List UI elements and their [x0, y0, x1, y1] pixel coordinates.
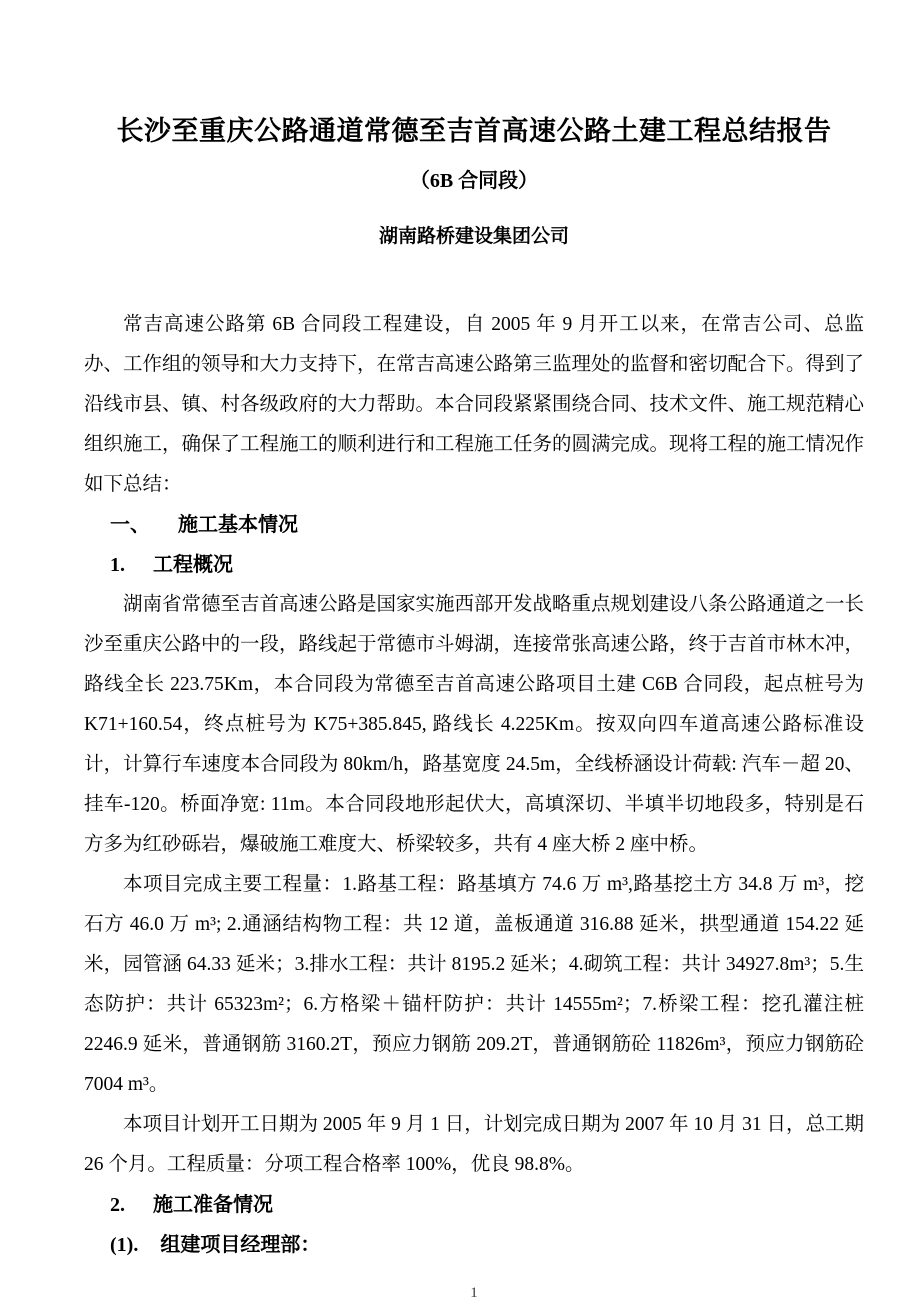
doc-subtitle: （6B 合同段）	[409, 170, 539, 192]
section-heading-construction-preparation	[84, 1185, 864, 1225]
paragraph-completed-quantities: 本项目完成主要工程量：1.路基工程：路基填方 74.6 万 m³,路基挖土方 34.8 万 m³，挖石方 46.0 万 m³; 2.通涵结构物工程：共 12 道，盖板通道 316.88 延米，拱型通道 154.22 延米，园管涵 64.33 延米；3.排水工程：共计 8195.2 延米；4.砌筑工程：共计 34927.8m³；5.生态防护：共计 65323m²；6.方格梁＋锚杆防护：共计 14555m²；7.桥梁工程：挖孔灌注桩 2246.9 延米，普通钢筋 3160.2T，预应力钢筋 209.2T，普通钢筋砼 11826m³，预应力钢筋砼 7004 m³。	[84, 874, 864, 1095]
doc-title: 长沙至重庆公路通道常德至吉首高速公路土建工程总结报告	[116, 116, 832, 146]
section-label: 施工基本情况	[178, 514, 298, 536]
section-number: (1).	[110, 1234, 139, 1256]
section-label: 施工准备情况	[153, 1194, 273, 1216]
paragraph-intro: 常吉高速公路第 6B 合同段工程建设，自 2005 年 9 月开工以来，在常吉公司、总监办、工作组的领导和大力支持下，在常吉高速公路第三监理处的监督和密切配合下。得到了沿线市县、镇、村各级政府的大力帮助。本合同段紧紧围绕合同、技术文件、施工规范精心组织施工，确保了工程施工的顺利进行和工程施工任务的圆满完成。现将工程的施工情况作如下总结：	[84, 314, 865, 495]
section-heading-construction-basics	[84, 505, 864, 545]
section-heading-project-management-dept	[84, 1225, 864, 1265]
section-label: 工程概况	[153, 554, 233, 576]
section-number: 2.	[110, 1194, 125, 1216]
section-label: 组建项目经理部：	[160, 1234, 321, 1256]
section-heading-project-overview	[84, 545, 864, 585]
section-number: 一、	[110, 514, 150, 536]
paragraph-schedule-quality: 本项目计划开工日期为 2005 年 9 月 1 日，计划完成日期为 2007 年 10 月 31 日，总工期 26 个月。工程质量：分项工程合格率 100%，优良 98.8%。	[84, 1114, 865, 1175]
company-name: 湖南路桥建设集团公司	[378, 226, 569, 247]
section-number: 1.	[110, 554, 125, 576]
paragraph-project-overview: 湖南省常德至吉首高速公路是国家实施西部开发战略重点规划建设八条公路通道之一长沙至重庆公路中的一段，路线起于常德市斗姆湖，连接常张高速公路，终于吉首市林木冲，路线全长 223.75Km，本合同段为常德至吉首高速公路项目土建 C6B 合同段，起点桩号为 K71+160.54，终点桩号为 K75+385.845, 路线长 4.225Km。按双向四车道高速公路标准设计，计算行车速度本合同段为 80km/h，路基宽度 24.5m，全线桥涵设计荷载: 汽车－超 20、挂车-120。桥面净宽: 11m。本合同段地形起伏大，高填深切、半填半切地段多，特别是石方多为红砂砾岩，爆破施工难度大、桥梁较多，共有 4 座大桥 2 座中桥。	[84, 594, 865, 855]
page-number: 1	[470, 1285, 478, 1301]
